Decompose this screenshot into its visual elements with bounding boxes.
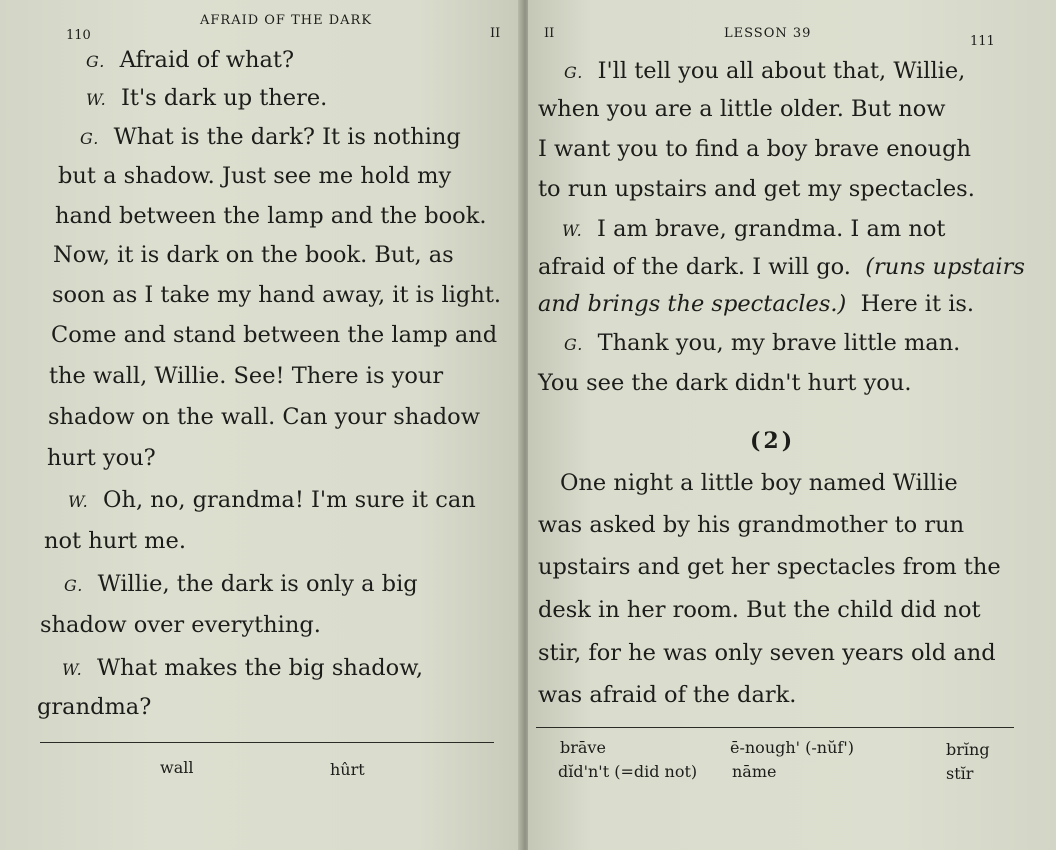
text-line: grandma?	[37, 694, 152, 720]
text-line	[564, 58, 965, 84]
speaker-label: G.	[86, 52, 106, 71]
vocab-word: stĭr	[946, 764, 974, 783]
text-line: soon as I take my hand away, it is light.	[52, 282, 502, 308]
text-line: shadow on the wall. Can your shadow	[48, 404, 480, 430]
line-text: Oh, no, grandma! I'm sure it can	[103, 487, 476, 513]
speaker-label: G.	[564, 335, 584, 354]
text-line: stir, for he was only seven years old and	[538, 640, 996, 666]
text-line: to run upstairs and get my spectacles.	[538, 176, 975, 202]
text-line: when you are a little older. But now	[538, 96, 946, 122]
running-head: AFRAID OF THE DARK	[200, 13, 373, 28]
text-line: Come and stand between the lamp and	[51, 322, 498, 348]
left-page	[0, 0, 522, 850]
text-line	[62, 655, 423, 681]
text-line: Now, it is dark on the book. But, as	[53, 242, 454, 268]
vocab-word: ē-nough' (-nŭf')	[730, 738, 854, 757]
text-line: hurt you?	[47, 445, 156, 471]
speaker-label: W.	[68, 492, 89, 511]
vocab-word: nāme	[732, 762, 777, 781]
line-text: What is the dark? It is nothing	[113, 124, 461, 150]
text-line: was afraid of the dark.	[538, 682, 797, 708]
text-line: One night a little boy named Willie	[560, 470, 958, 496]
text-line: upstairs and get her spectacles from the	[538, 554, 1001, 580]
speaker-label: G.	[564, 63, 584, 82]
text-line: desk in her room. But the child did not	[538, 597, 981, 623]
line-text: I'll tell you all about that, Willie,	[597, 58, 966, 84]
line-text: Thank you, my brave little man.	[597, 330, 961, 356]
vocab-word: wall	[160, 758, 194, 777]
line-text: It's dark up there.	[121, 85, 328, 111]
vocab-word: brāve	[560, 738, 606, 757]
line-text: I am brave, grandma. I am not	[597, 216, 946, 242]
text-line: but a shadow. Just see me hold my	[58, 163, 452, 189]
text-line	[86, 85, 327, 111]
text-line	[562, 216, 945, 242]
running-head: LESSON 39	[724, 26, 812, 41]
page-number: 110	[66, 28, 91, 43]
page-number: 111	[970, 34, 995, 49]
line-text: Willie, the dark is only a big	[97, 571, 418, 597]
text-line: shadow over everything.	[40, 612, 321, 638]
section-mark: II	[490, 26, 501, 41]
vocab-word: dĭd'n't (=did not)	[558, 762, 698, 781]
text-line	[64, 571, 418, 597]
section-heading: (2)	[750, 428, 796, 454]
speaker-label: W.	[62, 660, 83, 679]
text-line: You see the dark didn't hurt you.	[538, 370, 912, 396]
stage-direction: and brings the spectacles.)	[538, 291, 847, 317]
vocab-word: brĭng	[946, 740, 990, 759]
text-line: I want you to find a boy brave enough	[538, 136, 971, 162]
speaker-label: W.	[86, 90, 107, 109]
line-text: afraid of the dark. I will go.	[538, 254, 851, 280]
text-line	[538, 291, 974, 317]
text-line: the wall, Willie. See! There is your	[49, 363, 444, 389]
speaker-label: W.	[562, 221, 583, 240]
vocab-word: hûrt	[330, 760, 365, 779]
line-text: Afraid of what?	[119, 47, 295, 73]
footnote-rule	[536, 727, 1014, 728]
text-line	[538, 254, 1025, 280]
line-text: Here it is.	[860, 291, 975, 317]
text-line	[68, 487, 476, 513]
text-line: was asked by his grandmother to run	[538, 512, 965, 538]
footnote-rule	[40, 742, 494, 743]
text-line	[86, 47, 294, 73]
line-text: What makes the big shadow,	[97, 655, 423, 681]
text-line: hand between the lamp and the book.	[55, 203, 487, 229]
right-page	[528, 0, 1056, 850]
section-mark: II	[544, 26, 555, 41]
speaker-label: G.	[64, 576, 84, 595]
text-line	[80, 124, 461, 150]
text-line	[564, 330, 960, 356]
speaker-label: G.	[80, 129, 100, 148]
text-line: not hurt me.	[44, 528, 186, 554]
stage-direction: (runs upstairs	[865, 254, 1025, 280]
